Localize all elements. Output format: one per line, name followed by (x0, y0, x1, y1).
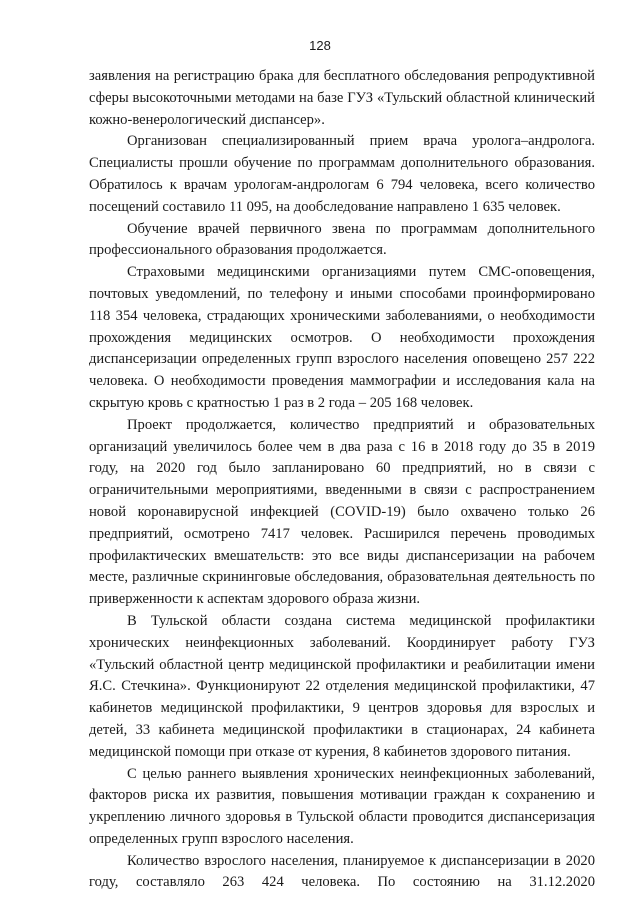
paragraph-early-detection: С целью раннего выявления хронических неинфекционных заболеваний, факторов риска их развития, повышения мотивации граждан к сохранению и укреплению личного здоровья в Тульской области проводится диспансеризация определенных групп взрослого населения. (89, 765, 595, 847)
paragraph-project-enterprises: Проект продолжается, количество предприятий и образовательных организаций увеличилось более чем в два раза с 16 в 2018 году до 35 в 2019 году, на 2020 год было запланировано 60 предприятий, но в связи с ограничительными мероприятиями, введенными в связи с распространением новой коронавирусной инфекцией (COVID-19) было охвачено только 26 предприятий, осмотрено 7417 человек. Расширился перечень проводимых профилактических вмешательств: это все виды диспансеризации на рабочем месте, различные скрининговые обследования, образовательная деятельность по приверженности к аспектам здорового образа жизни. (89, 416, 595, 608)
paragraph-urologist-andrologist: Организован специализированный прием врача уролога–андролога. Специалисты прошли обучение по программам дополнительного образования. Обратилось к врачам урологам-андрологам 6 794 человека, всего количество посещений составило 11 095, на дообследование направлено 1 635 человек. (89, 133, 595, 215)
paragraph-insurance-notifications: Страховыми медицинскими организациями путем СМС-оповещения, почтовых уведомлений, по телефону и иными способами проинформировано 118 354 человека, страдающих хроническими заболеваниями, о необходимости прохождения медицинских осмотров. О необходимости прохождения диспансеризации определенных групп взрослого населения оповещено 257 222 человека. О необходимости проведения маммографии и исследования кала на скрытую кровь с кратностью 1 раз в 2 года – 205 168 человек. (89, 264, 595, 411)
paragraph-primary-doctors-training: Обучение врачей первичного звена по программам дополнительного профессионального образования продолжается. (89, 220, 595, 259)
document-body (89, 66, 595, 894)
paragraph-dispensary-count: Количество взрослого населения, планируемое к диспансеризации в 2020 году, составляло 263 424 человека. По состоянию на 31.12.2020 (89, 852, 595, 891)
page-number: 128 (309, 38, 331, 53)
paragraph-registration-screening: заявления на регистрацию брака для бесплатного обследования репродуктивной сферы высокоточными методами на базе ГУЗ «Тульский областной клинический кожно-венерологический диспансер». (89, 68, 595, 128)
paragraph-prevention-system: В Тульской области создана система медицинской профилактики хронических неинфекционных заболеваний. Координирует работу ГУЗ «Тульский областной центр медицинской профилактики и реабилитации имени Я.С. Стечкина». Функционируют 22 отделения медицинской профилактики, 47 кабинетов медицинской профилактики, 9 центров здоровья для взрослых и детей, 33 кабинета медицинской профилактики в стационарах, 24 кабинета медицинской помощи при отказе от курения, 8 кабинетов здорового питания. (89, 612, 595, 760)
